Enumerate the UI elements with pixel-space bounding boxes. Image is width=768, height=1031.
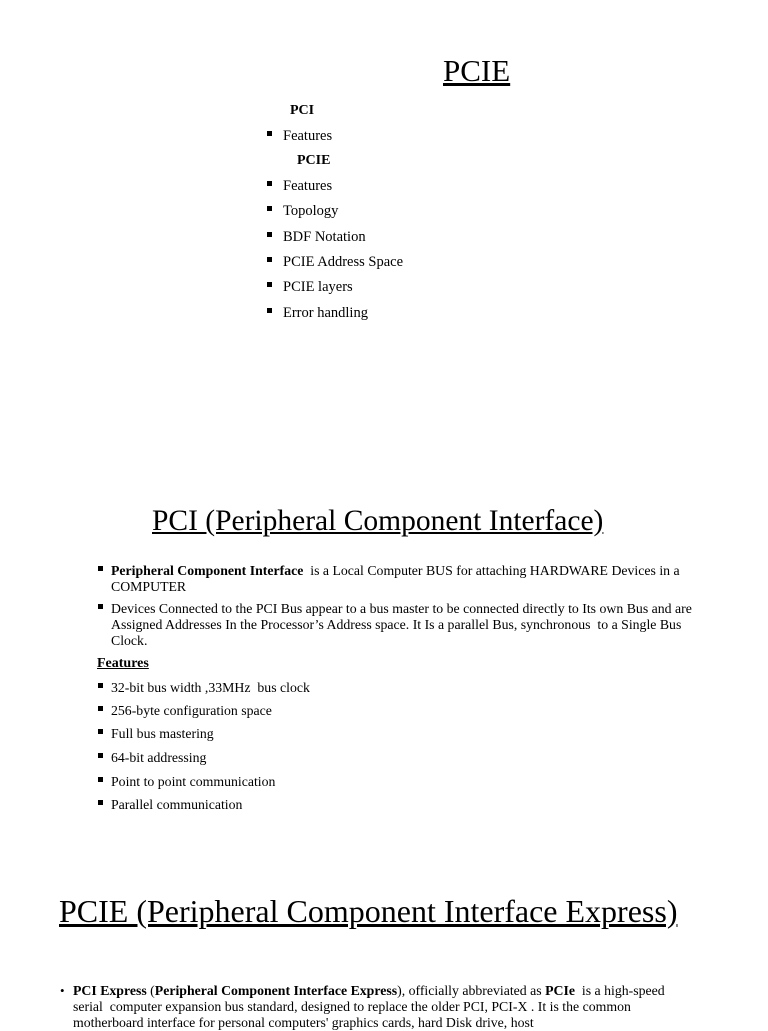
slide3-text: ( [146, 983, 155, 998]
slide1-title: PCIE [443, 53, 511, 88]
slide1-list-item [283, 177, 332, 195]
bullet-icon [267, 308, 272, 313]
bullet-icon [98, 729, 103, 734]
bullet-icon [267, 131, 272, 136]
slide1-item-label: Features [283, 178, 333, 194]
slide1-section-heading-pci: PCI [290, 103, 315, 118]
bullet-icon [98, 683, 103, 688]
bullet-icon [267, 206, 272, 211]
slide2-feature-label: Point to point communication [111, 774, 276, 789]
slide2-feature-item [111, 680, 310, 696]
slide1-section-heading-pcie: PCIE [297, 153, 331, 168]
slide1-item-label: Topology [283, 203, 339, 219]
bullet-icon [267, 232, 272, 237]
slide2-feature-label: 256-byte configuration space [111, 703, 272, 718]
slide3-term-full: Peripheral Component Interface Express [154, 983, 398, 998]
slide1-item-label: BDF Notation [283, 229, 366, 245]
slide2-feature-item [111, 703, 272, 719]
slide2-paragraph-definition [111, 563, 701, 595]
slide1-item-label: PCIE Address Space [283, 254, 404, 270]
slide2-features-heading: Features [97, 656, 149, 671]
slide2-feature-item [111, 750, 206, 766]
slide2-feature-item [111, 774, 275, 790]
slide1-item-label: PCIE layers [283, 279, 353, 295]
bullet-icon [267, 282, 272, 287]
slide2-feature-label: 64-bit addressing [111, 750, 207, 765]
bullet-icon [98, 753, 103, 758]
bullet-icon [98, 566, 103, 571]
slide2-feature-label: Parallel communication [111, 797, 243, 812]
slide2-title: PCI (Peripheral Component Interface) [152, 505, 604, 537]
bullet-icon [98, 604, 103, 609]
bullet-icon [98, 800, 103, 805]
slide1-item-label: Features [283, 128, 333, 144]
slide3-title [59, 892, 699, 930]
slide3-term-short: PCI Express [73, 983, 147, 998]
slide3-text: ), officially abbreviated as [397, 983, 546, 998]
slide3-text: is a high-speed serial computer expansion bus standard, designed to replace the older PCI, PCI-X . It is the common motherboard interface for personal computers' graphics cards, hard Disk drive, host [73, 983, 669, 1030]
slide1-list-item [283, 278, 353, 296]
bullet-icon [267, 181, 272, 186]
slide2-feature-label: 32-bit bus width ,33MHz bus clock [111, 680, 310, 695]
slide1-list-item [283, 253, 403, 271]
slide1-item-label: Error handling [283, 305, 368, 321]
slide2-feature-item [111, 726, 214, 742]
slide2-feature-item [111, 797, 242, 813]
slide3-term-abbrev: PCIe [545, 983, 575, 998]
slide2-paragraph-bus [111, 601, 701, 649]
bullet-icon [98, 777, 103, 782]
slide3-title-text: PCIE (Peripheral Component Interface Express) [59, 893, 678, 929]
slide2-term: Peripheral Component Interface [111, 563, 304, 578]
bullet-icon [98, 706, 103, 711]
slide1-list-item [283, 304, 368, 322]
slide1-list-item [283, 127, 332, 145]
slide2-feature-label: Full bus mastering [111, 726, 214, 741]
slide2-bus-text: Devices Connected to the PCI Bus appear to a bus master to be connected directly to Its own Bus and are Assigned Addresses In the Processor’s Address space. It Is a parallel Bus, synchronous to a Single Bus Clock. [111, 601, 695, 648]
slide1-list-item [283, 228, 366, 246]
bullet-icon: • [60, 983, 65, 998]
slide2-definition-text: is a Local Computer BUS for attaching HARDWARE Devices in a COMPUTER [111, 563, 684, 594]
slide1-list-item [283, 202, 338, 220]
bullet-icon [267, 257, 272, 262]
